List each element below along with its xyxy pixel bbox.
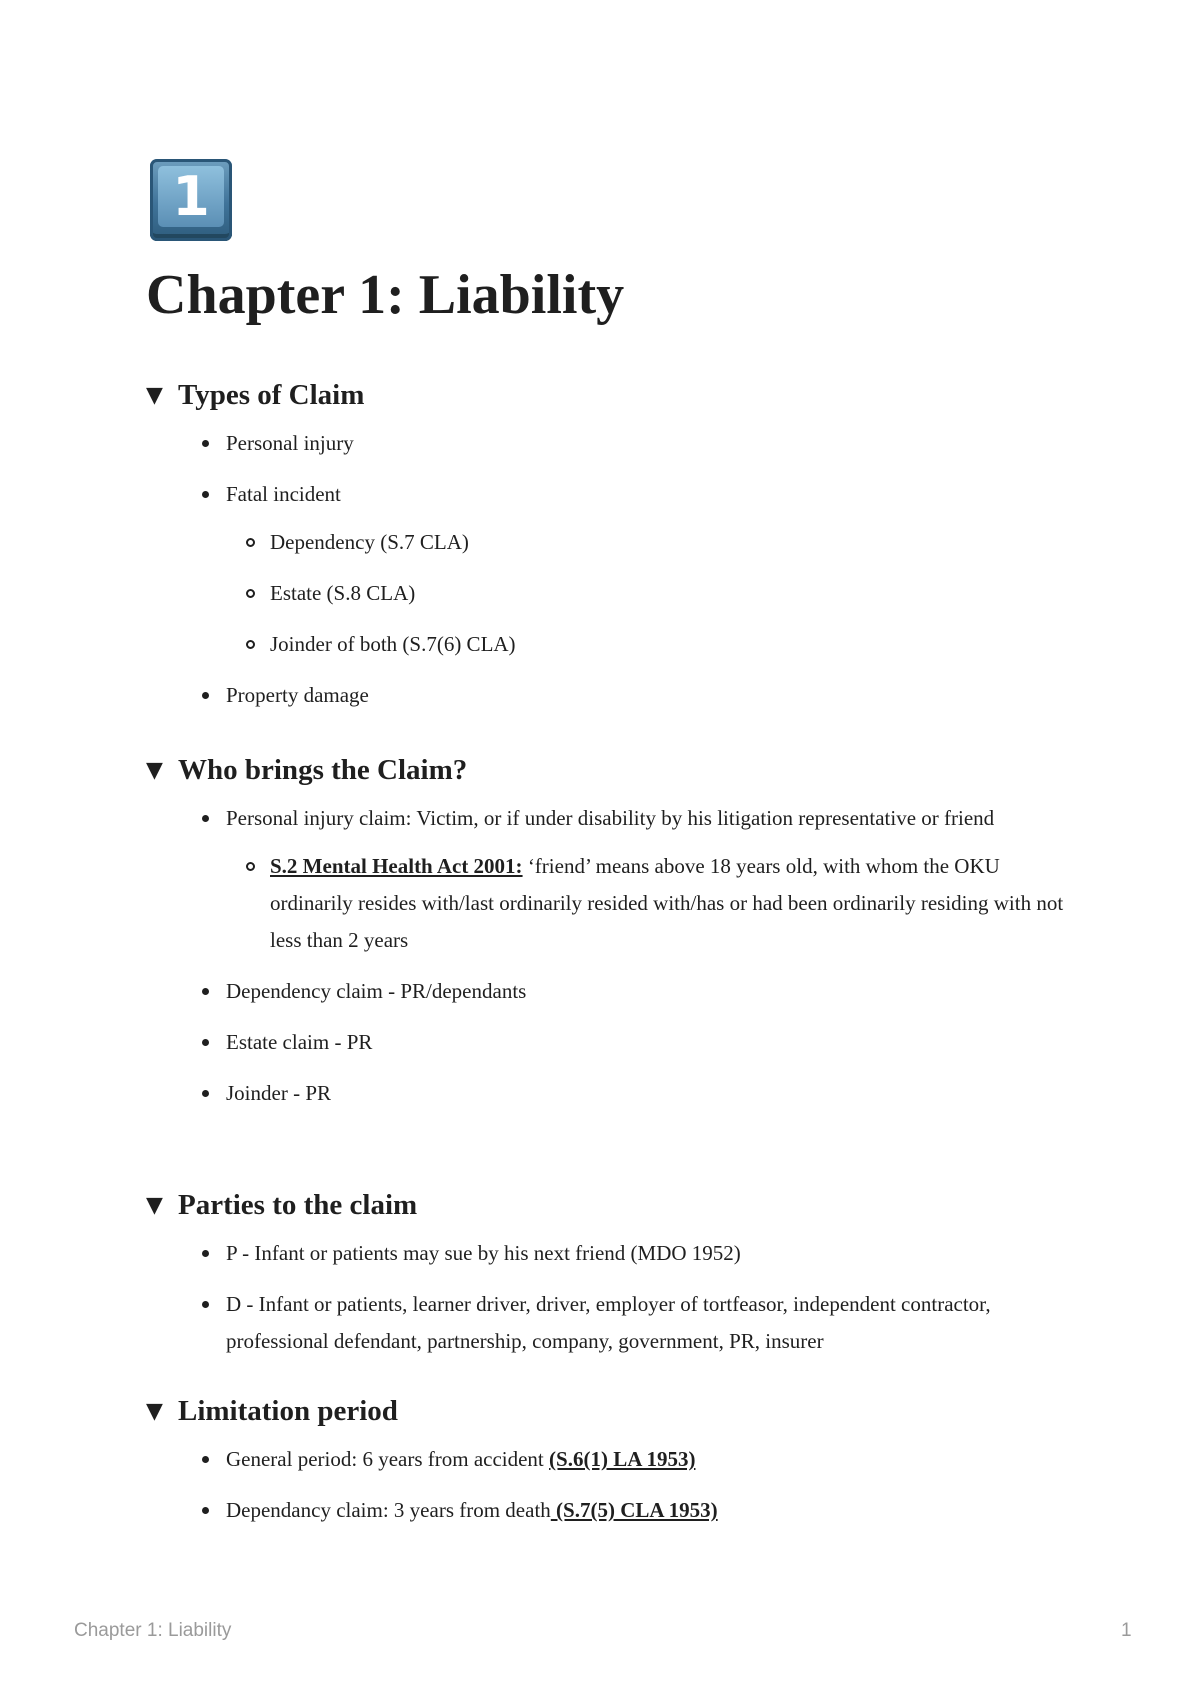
list-item: Dependency claim - PR/dependants	[226, 973, 1076, 1010]
bullet-list	[146, 1235, 1076, 1360]
statute-reference: S.2 Mental Health Act 2001:	[270, 854, 523, 878]
list-item: P - Infant or patients may sue by his next friend (MDO 1952)	[226, 1235, 1076, 1272]
list-item: D - Infant or patients, learner driver, driver, employer of tortfeasor, independent contractor, professional defendant, partnership, company, government, PR, insurer	[226, 1286, 1076, 1360]
sub-list-item: Dependency (S.7 CLA)	[270, 524, 1076, 561]
section-heading-text: Parties to the claim	[178, 1188, 418, 1221]
footer-title: Chapter 1: Liability	[74, 1620, 232, 1641]
triangle-down-icon: ▼	[146, 382, 163, 408]
bullet-list	[146, 425, 1076, 714]
toggle-heading-parties-to-the-claim[interactable]	[146, 1185, 1076, 1225]
bullet-list	[146, 800, 1076, 1112]
triangle-down-icon: ▼	[146, 1398, 163, 1424]
statute-reference: (S.6(1) LA 1953)	[549, 1447, 696, 1471]
sub-list-item: S.2 Mental Health Act 2001: ‘friend’ means above 18 years old, with whom the OKU ordinarily resides with/last ordinarily resided with/has or had been ordinarily residing with not less than 2 years	[270, 848, 1076, 959]
section-heading-text: Types of Claim	[178, 378, 365, 411]
triangle-down-icon: ▼	[146, 757, 163, 783]
keycap-digit-one-icon	[150, 159, 232, 241]
list-item: Personal injury	[226, 425, 1076, 462]
section-types-of-claim	[146, 375, 1076, 728]
sub-bullet-list	[226, 848, 1076, 959]
footer-page-number: 1	[1121, 1620, 1132, 1641]
toggle-heading-types-of-claim[interactable]	[146, 375, 1076, 415]
list-item: General period: 6 years from accident (S.6(1) LA 1953)	[226, 1441, 1076, 1478]
statute-reference: (S.7(5) CLA 1953)	[550, 1498, 718, 1522]
list-item: Property damage	[226, 677, 1076, 714]
list-item: Fatal incident Dependency (S.7 CLA) Estate (S.8 CLA) Joinder of both (S.7(6) CLA)	[226, 476, 1076, 663]
section-parties-to-the-claim	[146, 1185, 1076, 1374]
toggle-heading-limitation-period[interactable]	[146, 1391, 1076, 1431]
bullet-list	[146, 1441, 1076, 1529]
sub-list-item: Joinder of both (S.7(6) CLA)	[270, 626, 1076, 663]
keycap-digit: 1	[158, 166, 224, 227]
sub-bullet-list	[226, 524, 1076, 663]
list-item: Joinder - PR	[226, 1075, 1076, 1112]
list-item: Personal injury claim: Victim, or if under disability by his litigation representative or friend S.2 Mental Health Act 2001: ‘friend’ means above 18 years old, with whom the OKU ordinarily resides with/last ordinarily resided with/has or had been ordinarily residing with not less than 2 years	[226, 800, 1076, 959]
list-item: Estate claim - PR	[226, 1024, 1076, 1061]
section-heading-text: Who brings the Claim?	[178, 753, 468, 786]
section-who-brings-the-claim	[146, 750, 1076, 1126]
triangle-down-icon: ▼	[146, 1192, 163, 1218]
section-heading-text: Limitation period	[178, 1394, 398, 1427]
list-item: Dependancy claim: 3 years from death (S.7(5) CLA 1953)	[226, 1492, 1076, 1529]
toggle-heading-who-brings-the-claim[interactable]	[146, 750, 1076, 790]
section-limitation-period	[146, 1391, 1076, 1543]
sub-list-item: Estate (S.8 CLA)	[270, 575, 1076, 612]
page-title: Chapter 1: Liability	[146, 264, 625, 326]
